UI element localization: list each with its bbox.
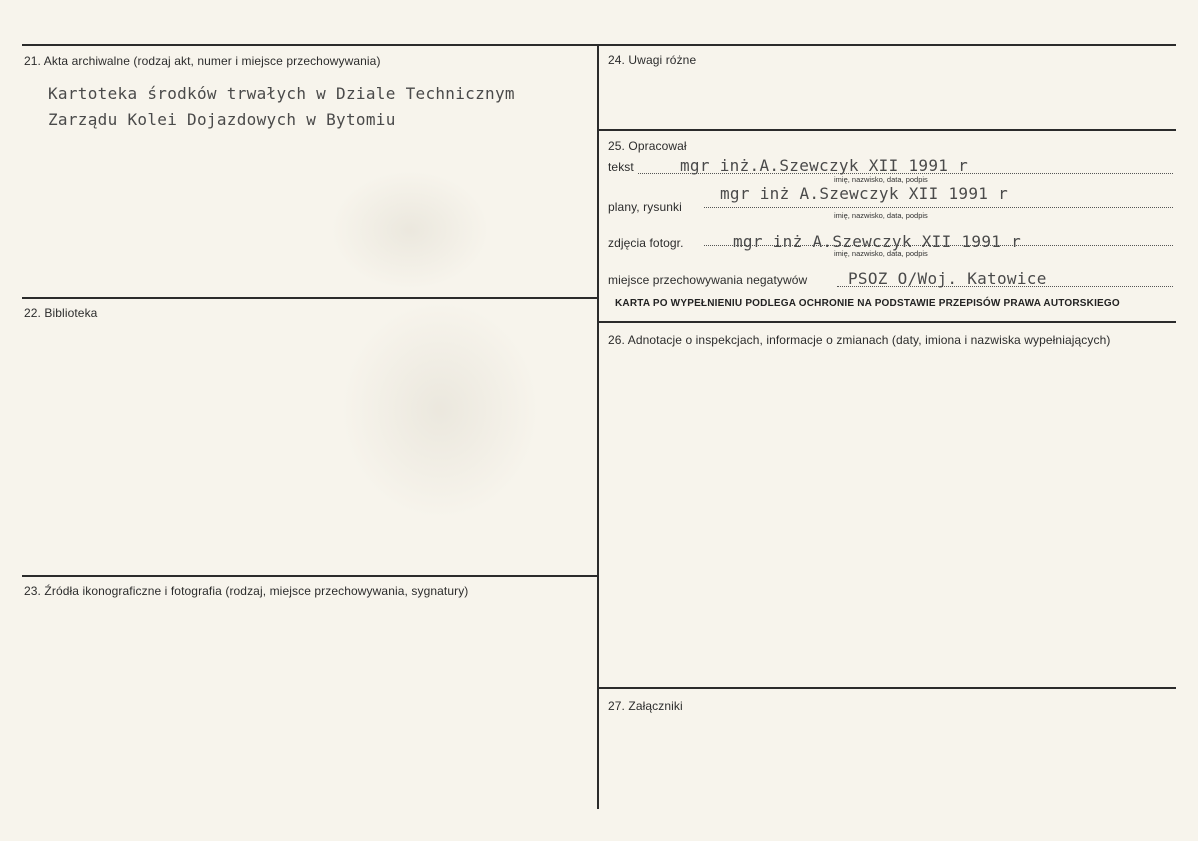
tekst-caption: imię, nazwisko, data, podpis [834, 175, 928, 184]
field-25-plany-label: plany, rysunki [608, 200, 682, 214]
rule-26-27 [598, 687, 1176, 689]
paper-stain [340, 300, 540, 520]
field-23-label: 23. Źródła ikonograficzne i fotografia (rodzaj, miejsce przechowywania, sygnatury) [24, 584, 469, 598]
rule-22-23 [22, 575, 598, 577]
field-25-label: 25. Opracował [608, 139, 687, 153]
field-24-label: 24. Uwagi różne [608, 53, 697, 67]
copyright-notice: KARTA PO WYPEŁNIENIU PODLEGA OCHRONIE NA PODSTAWIE PRZEPISÓW PRAWA AUTORSKIEGO [615, 298, 1120, 309]
field-25-tekst-value: mgr inż.A.Szewczyk XII 1991 r [680, 156, 969, 175]
field-22-label: 22. Biblioteka [24, 306, 98, 320]
rule-24-25 [598, 129, 1176, 131]
field-25-tekst-label: tekst [608, 160, 634, 174]
field-25-plany-value: mgr inż A.Szewczyk XII 1991 r [720, 184, 1009, 203]
field-25-negatywy-label: miejsce przechowywania negatywów [608, 273, 808, 287]
field-25-negatywy-value: PSOZ O/Woj. Katowice [848, 269, 1047, 288]
field-21-label: 21. Akta archiwalne (rodzaj akt, numer i miejsce przechowywania) [24, 54, 381, 68]
rule-25-26 [598, 321, 1176, 323]
rule-21-22 [22, 297, 598, 299]
top-rule [22, 44, 1176, 46]
field-25-zdjecia-value: mgr inż A.Szewczyk XII 1991 r [733, 232, 1022, 251]
paper-stain [330, 170, 490, 290]
field-21-value-line2: Zarządu Kolei Dojazdowych w Bytomiu [48, 110, 396, 129]
plany-dotted-line [704, 207, 1173, 208]
field-27-label: 27. Załączniki [608, 699, 683, 713]
zdjecia-caption: imię, nazwisko, data, podpis [834, 249, 928, 258]
column-divider [597, 44, 599, 809]
field-26-label: 26. Adnotacje o inspekcjach, informacje o zmianach (daty, imiona i nazwiska wypełniających) [608, 333, 1111, 347]
field-25-zdjecia-label: zdjęcia fotogr. [608, 236, 684, 250]
field-21-value-line1: Kartoteka środków trwałych w Dziale Technicznym [48, 84, 515, 103]
plany-caption: imię, nazwisko, data, podpis [834, 211, 928, 220]
